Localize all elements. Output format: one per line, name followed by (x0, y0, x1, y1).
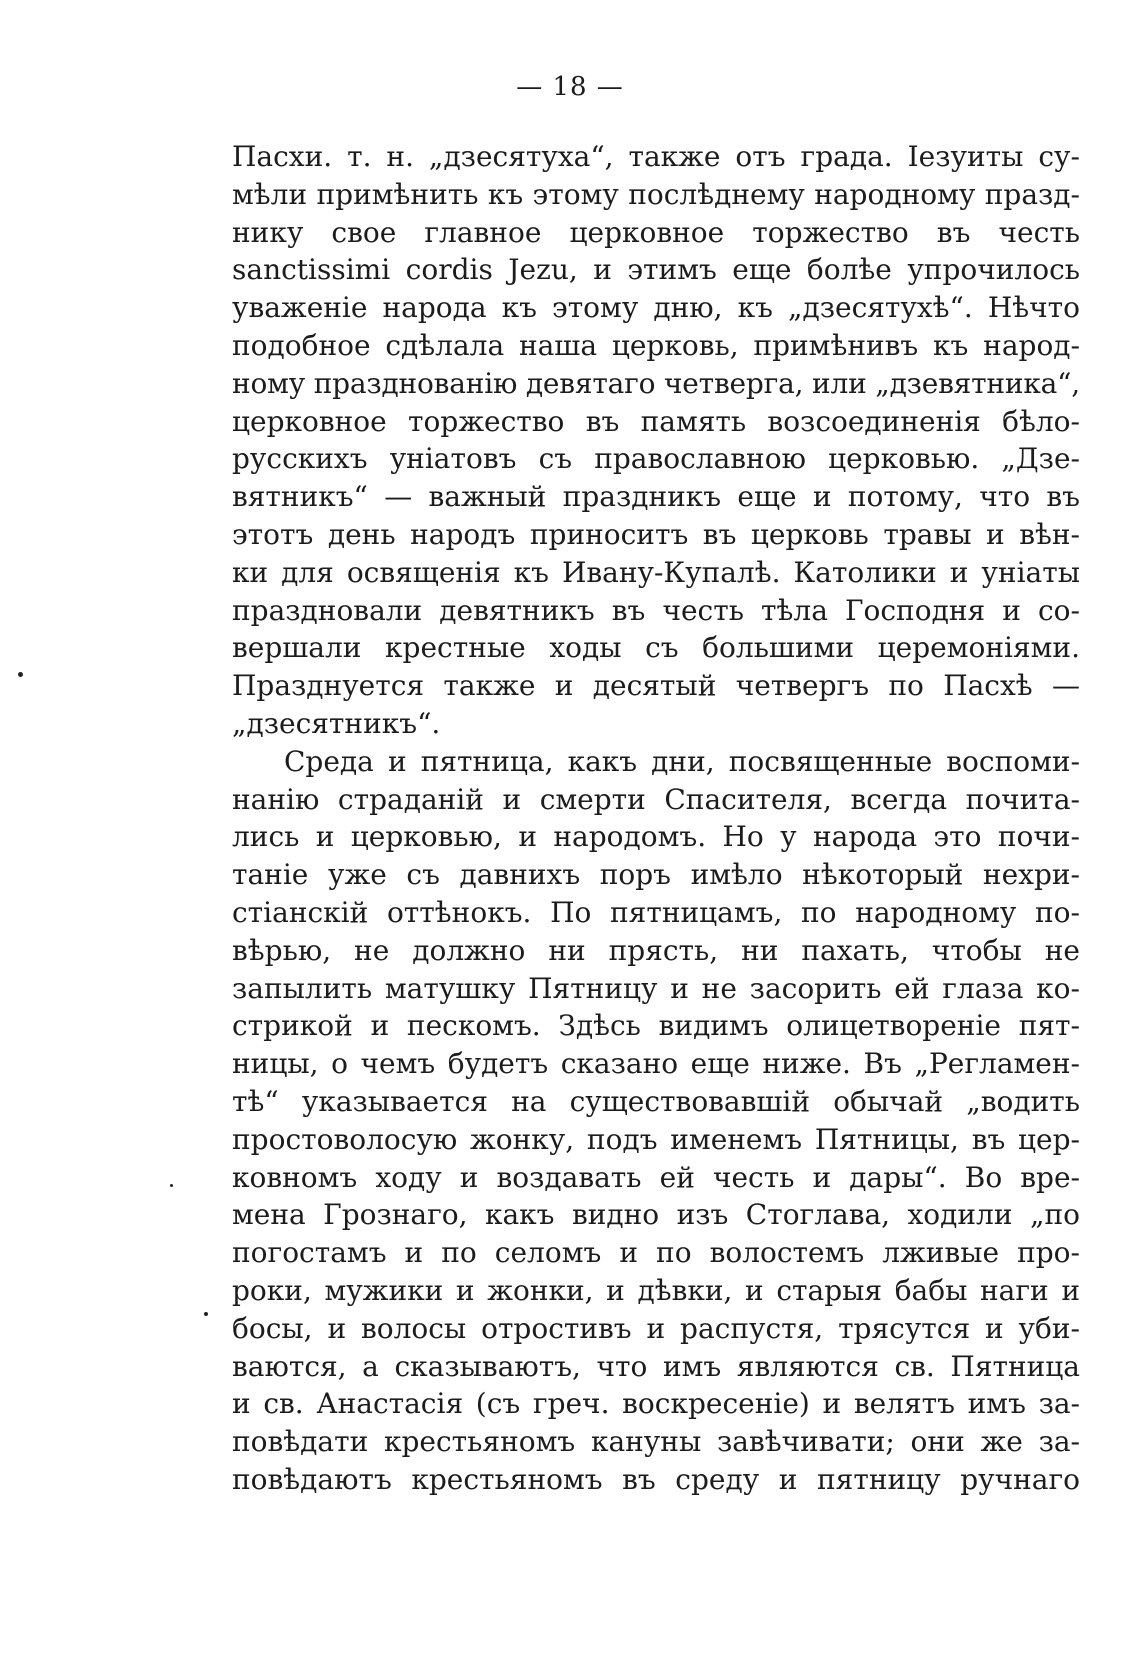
text-line: подобное сдѣлала наша церковь, примѣнивъ къ народ- (232, 328, 1080, 362)
text-line: ваются, а сказываютъ, что имъ являются св. Пятница (232, 1349, 1080, 1383)
text-line: вершали крестные ходы съ большими церемоніями. (232, 631, 1080, 665)
text-line: ницы, о чемъ будетъ сказано еще ниже. Въ „Регламен- (232, 1047, 1080, 1081)
text-line: Пасхи. т. н. „дзесятуха“, также отъ града. Іезуиты су- (232, 140, 1080, 173)
text-line: вѣрью, не должно ни прясть, ни пахать, чтобы не (232, 933, 1080, 967)
text-line: мена Грознаго, какъ видно изъ Стоглава, ходили „по (232, 1198, 1080, 1232)
ink-speck (170, 1184, 173, 1187)
body-text (232, 138, 1080, 1499)
text-line: Празднуется также и десятый четвергъ по Пасхѣ — (232, 669, 1080, 703)
text-line: русскихъ уніатовъ съ православною церковью. „Дзе- (232, 442, 1080, 476)
text-line: роки, мужики и жонки, и дѣвки, и старыя бабы наги и (232, 1273, 1080, 1307)
text-line: таніе уже съ давнихъ поръ имѣло нѣкоторый нехри- (232, 858, 1080, 892)
text-line: этотъ день народъ приноситъ въ церковь травы и вѣн- (232, 517, 1080, 551)
text-line: и св. Анастасія (съ греч. воскресеніе) и велятъ имъ за- (232, 1387, 1080, 1421)
text-line: простоволосую жонку, подъ именемъ Пятницы, въ цер- (232, 1122, 1080, 1156)
text-line: праздновали девятникъ въ честь тѣла Господня и со- (232, 593, 1080, 627)
paragraph-first-line: Среда и пятница, какъ дни, посвященные воспоми- (284, 744, 1080, 778)
text-line: ковномъ ходу и воздавать ей честь и дары“. Во вре- (232, 1160, 1080, 1194)
text-line: босы, и волосы отростивъ и распустя, трясутся и уби- (232, 1311, 1080, 1345)
text-line: стіанскій оттѣнокъ. По пятницамъ, по народному по- (232, 895, 1080, 929)
text-line: нанію страданій и смерти Спасителя, всегда почита- (232, 782, 1080, 816)
text-line: лись и церковью, и народомъ. Но у народа это почи- (232, 820, 1080, 854)
text-line: повѣдаютъ крестьяномъ въ среду и пятницу ручнаго (232, 1462, 1080, 1496)
text-line: sanctissimi cordis Jezu, и этимъ еще болѣе упрочилось (232, 253, 1080, 287)
paragraph-end-line: „дзесятникъ“. (232, 706, 441, 740)
text-line: уваженіе народа къ этому дню, къ „дзесятухѣ“. Нѣчто (232, 291, 1080, 325)
text-line: церковное торжество въ память возсоединенія бѣло- (232, 404, 1080, 438)
text-line: повѣдати крестьяномъ кануны завѣчивати; они же за- (232, 1425, 1080, 1459)
text-line: нику свое главное церковное торжество въ честь (232, 215, 1080, 249)
text-line: запылить матушку Пятницу и не засорить ей глаза ко- (232, 971, 1080, 1005)
page-number: — 18 — (516, 72, 624, 102)
text-line: вятникъ“ — важный праздникъ еще и потому, что въ (232, 480, 1080, 514)
text-line: ному празднованію девятаго четверга, или „дзевятника“, (232, 366, 1080, 400)
ink-speck (204, 1312, 208, 1316)
text-line: стрикой и пескомъ. Здѣсь видимъ олицетвореніе пят- (232, 1009, 1080, 1043)
text-line: тѣ“ указывается на существовавшій обычай „водить (232, 1084, 1080, 1118)
text-line: погостамъ и по селомъ и по волостемъ лживые про- (232, 1236, 1080, 1270)
text-line: ки для освященія къ Ивану-Купалѣ. Католики и уніаты (232, 555, 1080, 589)
ink-speck (18, 672, 23, 677)
text-line: мѣли примѣнить къ этому послѣднему народному празд- (232, 177, 1080, 211)
